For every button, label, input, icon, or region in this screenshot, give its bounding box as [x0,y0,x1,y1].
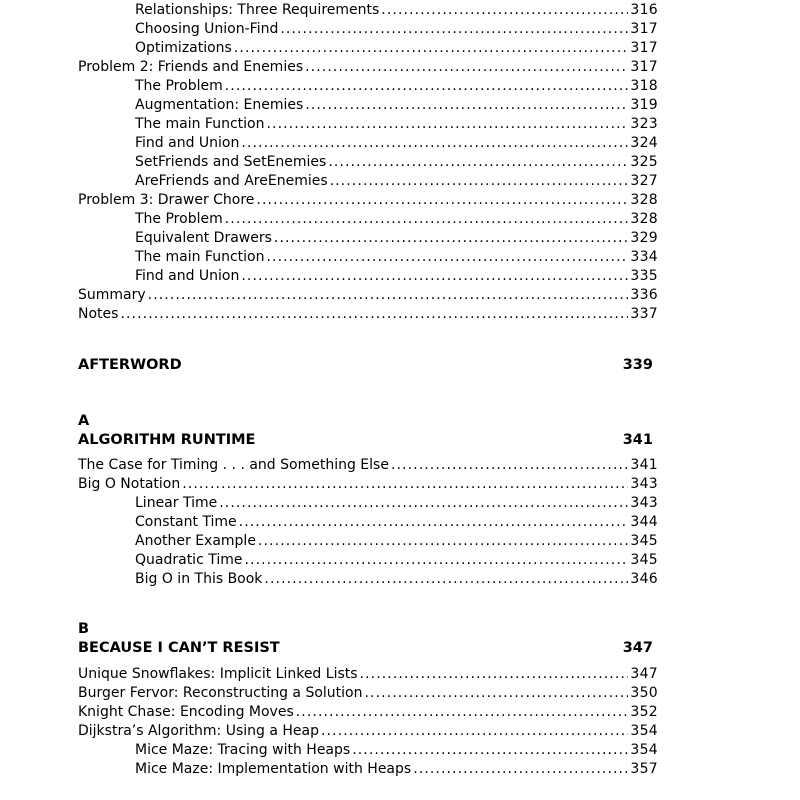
toc-entry-label: Big O in This Book [135,571,263,587]
dot-leader [234,40,629,57]
toc-entry-page: 328 [630,211,658,227]
toc-entry-label: Find and Union [135,135,240,151]
dot-leader [266,116,628,133]
toc-entry-label: Mice Maze: Tracing with Heaps [135,742,351,758]
toc-entry-label: Unique Snowflakes: Implicit Linked Lists [78,666,358,682]
dot-leader [352,742,628,759]
dot-leader [264,571,628,588]
toc-entry-page: 335 [630,268,658,284]
toc-entry[interactable] [135,493,658,512]
toc-entry[interactable] [135,0,658,19]
appendix-b-heading [78,637,653,657]
dot-leader [244,552,628,569]
toc-entry-page: 345 [630,552,658,568]
toc-entry[interactable] [135,531,658,550]
dot-leader [225,211,629,228]
toc-entry[interactable] [135,759,658,778]
dot-leader [305,97,628,114]
toc-entry-label: Choosing Union-Find [135,21,279,37]
toc-entry-label: Problem 2: Friends and Enemies [78,59,304,75]
toc-entry[interactable] [135,209,658,228]
toc-entry-page: 316 [630,2,658,18]
dot-leader [381,2,628,19]
dot-leader [328,154,628,171]
toc-entry[interactable] [78,57,658,76]
toc-entry[interactable] [78,190,658,209]
dot-leader [280,21,628,38]
toc-entry-page: 345 [630,533,658,549]
toc-entry[interactable] [135,247,658,266]
toc-entry[interactable] [78,721,658,740]
toc-entry-page: 336 [630,287,658,303]
toc-entry-label: Problem 3: Drawer Chore [78,192,255,208]
toc-entry-label: Another Example [135,533,256,549]
dot-leader [364,685,628,702]
afterword-page: 339 [622,357,653,373]
dot-leader [241,268,628,285]
dot-leader [219,495,628,512]
toc-entry[interactable] [135,114,658,133]
toc-entry[interactable] [78,285,658,304]
toc-entry-label: The Problem [135,78,223,94]
toc-entry-label: Augmentation: Enemies [135,97,304,113]
toc-entry-label: Knight Chase: Encoding Moves [78,704,294,720]
toc-entry[interactable] [78,683,658,702]
toc-entry-page: 323 [630,116,658,132]
toc-entry-page: 334 [630,249,658,265]
toc-entry[interactable] [135,550,658,569]
dot-leader [413,761,628,778]
dot-leader [241,135,628,152]
dot-leader [330,173,629,190]
toc-entry-label: Linear Time [135,495,218,511]
toc-entry-page: 319 [630,97,658,113]
toc-entry[interactable] [78,702,658,721]
toc-entry[interactable] [78,455,658,474]
dot-leader [256,192,628,209]
appendix-b-title: BECAUSE I CAN’T RESIST [78,640,280,656]
toc-entry[interactable] [135,266,658,285]
dot-leader [391,457,628,474]
toc-entry-page: 341 [630,457,658,473]
toc-entry-page: 329 [630,230,658,246]
afterword-heading [78,354,653,374]
toc-entry-label: The main Function [135,249,265,265]
appendix-a-letter: A [78,413,90,429]
toc-entry[interactable] [135,512,658,531]
toc-entry-label: The Problem [135,211,223,227]
toc-entry-page: 317 [630,59,658,75]
toc-entry[interactable] [135,38,658,57]
dot-leader [305,59,628,76]
toc-entry-label: Relationships: Three Requirements [135,2,380,18]
toc-entry-page: 343 [630,476,658,492]
toc-entry[interactable] [78,474,658,493]
toc-entry-page: 357 [630,761,658,777]
appendix-b-letter: B [78,621,90,637]
toc-entry[interactable] [135,740,658,759]
dot-leader [321,723,628,740]
toc-entry-label: The Case for Timing . . . and Something Else [78,457,389,473]
toc-entry-page: 352 [630,704,658,720]
dot-leader [296,704,629,721]
toc-entry-page: 343 [630,495,658,511]
dot-leader [148,287,629,304]
toc-entry-page: 344 [630,514,658,530]
appendix-a-page: 341 [622,432,653,448]
appendix-a-title: ALGORITHM RUNTIME [78,432,256,448]
toc-entry-label: Burger Fervor: Reconstructing a Solution [78,685,363,701]
toc-entry[interactable] [78,664,658,683]
toc-entry[interactable] [135,569,658,588]
toc-entry-page: 350 [630,685,658,701]
toc-entry-label: Mice Maze: Implementation with Heaps [135,761,412,777]
toc-entry-page: 354 [630,723,658,739]
toc-entry-label: The main Function [135,116,265,132]
toc-entry-page: 317 [630,21,658,37]
toc-entry-page: 324 [630,135,658,151]
toc-entry-page: 328 [630,192,658,208]
dot-leader [225,78,629,95]
toc-entry-label: Quadratic Time [135,552,243,568]
toc-entry-label: Optimizations [135,40,232,56]
toc-entry-label: Equivalent Drawers [135,230,272,246]
toc-entry[interactable] [135,228,658,247]
toc-entry-page: 325 [630,154,658,170]
dot-leader [239,514,629,531]
toc-entry-label: Dijkstra’s Algorithm: Using a Heap [78,723,319,739]
toc-entry[interactable] [135,95,658,114]
toc-entry[interactable] [78,304,658,323]
dot-leader [258,533,628,550]
appendix-b-page: 347 [622,640,653,656]
toc-entry-label: Summary [78,287,146,303]
dot-leader [120,306,628,323]
toc-entry-label: Constant Time [135,514,237,530]
toc-entry-label: Find and Union [135,268,240,284]
toc-entry-page: 346 [630,571,658,587]
toc-entry-label: Notes [78,306,119,322]
dot-leader [182,476,628,493]
toc-entry-label: SetFriends and SetEnemies [135,154,327,170]
toc-entry[interactable] [135,152,658,171]
toc-entry-page: 327 [630,173,658,189]
toc-entry-label: Big O Notation [78,476,181,492]
toc-entry[interactable] [135,133,658,152]
dot-leader [266,249,628,266]
toc-entry[interactable] [135,76,658,95]
dot-leader [274,230,628,247]
toc-entry-page: 337 [630,306,658,322]
dot-leader [360,666,629,683]
appendix-a-heading [78,429,653,449]
toc-entry-page: 347 [630,666,658,682]
toc-entry-page: 354 [630,742,658,758]
afterword-title: AFTERWORD [78,357,182,373]
toc-entry-page: 317 [630,40,658,56]
toc-entry-label: AreFriends and AreEnemies [135,173,328,189]
toc-entry[interactable] [135,19,658,38]
toc-entry[interactable] [135,171,658,190]
toc-entry-page: 318 [630,78,658,94]
